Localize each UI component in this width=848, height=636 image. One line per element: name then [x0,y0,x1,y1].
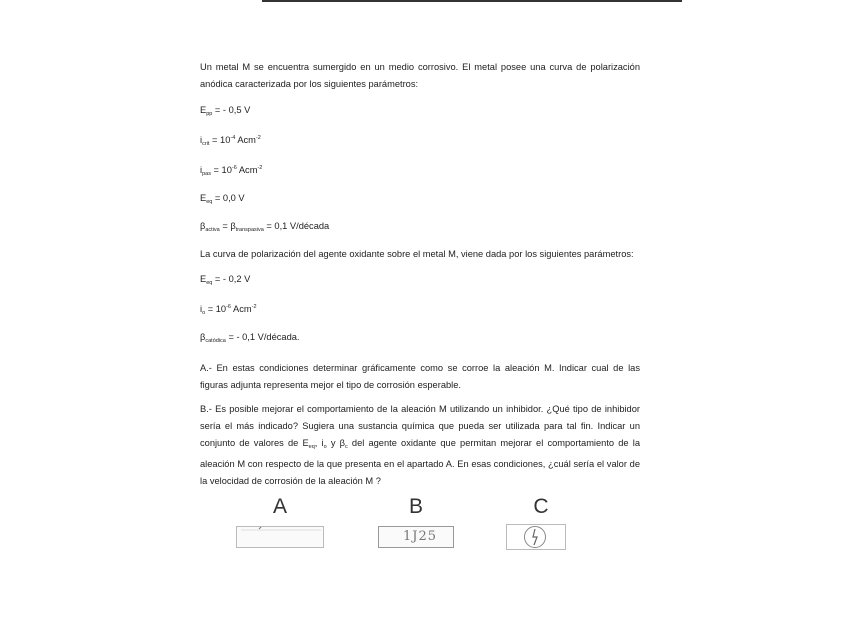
figure-c-specimen [506,524,566,550]
intro-paragraph: Un metal M se encuentra sumergido en un medio corrosivo. El metal posee una curva de polarización anódica caracterizada por los siguientes parámetros: [200,62,640,89]
question-b: B.- Es posible mejorar el comportamiento de la aleación M utilizando un inhibidor. ¿Qué tipo de inhibidor sería el más indicado? Sugiera una sustancia química que pueda ser utilizada para tal fin. Indicar un conjunto de valores de $E_{eq}$, $i_o$ y $\beta_c$ del agente oxidante que permitan mejorar el comportamiento de la aleación M con respecto de la que presenta en el apartado A. En esas condiciones, ¿cuál sería el valor de la velocidad de corrosión de la aleación M ? [200,404,640,486]
top-rule [262,0,682,2]
question-a: A.- En estas condiciones determinar gráficamente como se corroe la aleación M. Indicar cual de las figuras adjunta representa mejor el tipo de corrosión esperable. [200,363,640,390]
figure-b-label: B [408,495,423,518]
oxidant-intro-paragraph: La curva de polarización del agente oxidante sobre el metal M, viene dada por los siguientes parámetros: [200,249,634,259]
pit-circle [524,526,546,548]
figure-b-marks: 1J25 [403,529,438,544]
figure-a-specimen [236,526,324,548]
oxidant-beta-c: $\beta_{catódica}$ = - 0,1 V/década. [200,332,300,344]
figure-b [366,495,466,544]
oxidant-e-eq: $E_{eq}$ = - 0,2 V [200,274,251,286]
figure-b-specimen [378,526,454,548]
figure-a-label: A [272,495,287,518]
param-e-pp: $E_{pp}$ = - 0,5 V [200,105,251,117]
param-beta: $\beta_{activa} = \beta_{transpasiva} = 0,1$ V/década [200,221,330,233]
figure-a [230,496,330,518]
param-i-pas: $i_{pas} = 10^{-6}$ Acm$^{-2}$ [200,165,263,177]
figure-c [496,496,596,518]
param-e-eq: $E_{eq} = 0,0$ V [200,193,245,205]
figure-c-label: C [533,495,549,518]
param-i-crit: $i_{crit} = 10^{-4}$ Acm$^{-2}$ [200,135,261,147]
crack-mark [525,527,545,547]
problem-statement [200,59,640,490]
uniform-corrosion-sketch [237,527,325,549]
oxidant-i-o: $i_o = 10^{-6}$ Acm$^{-2}$ [200,304,257,316]
